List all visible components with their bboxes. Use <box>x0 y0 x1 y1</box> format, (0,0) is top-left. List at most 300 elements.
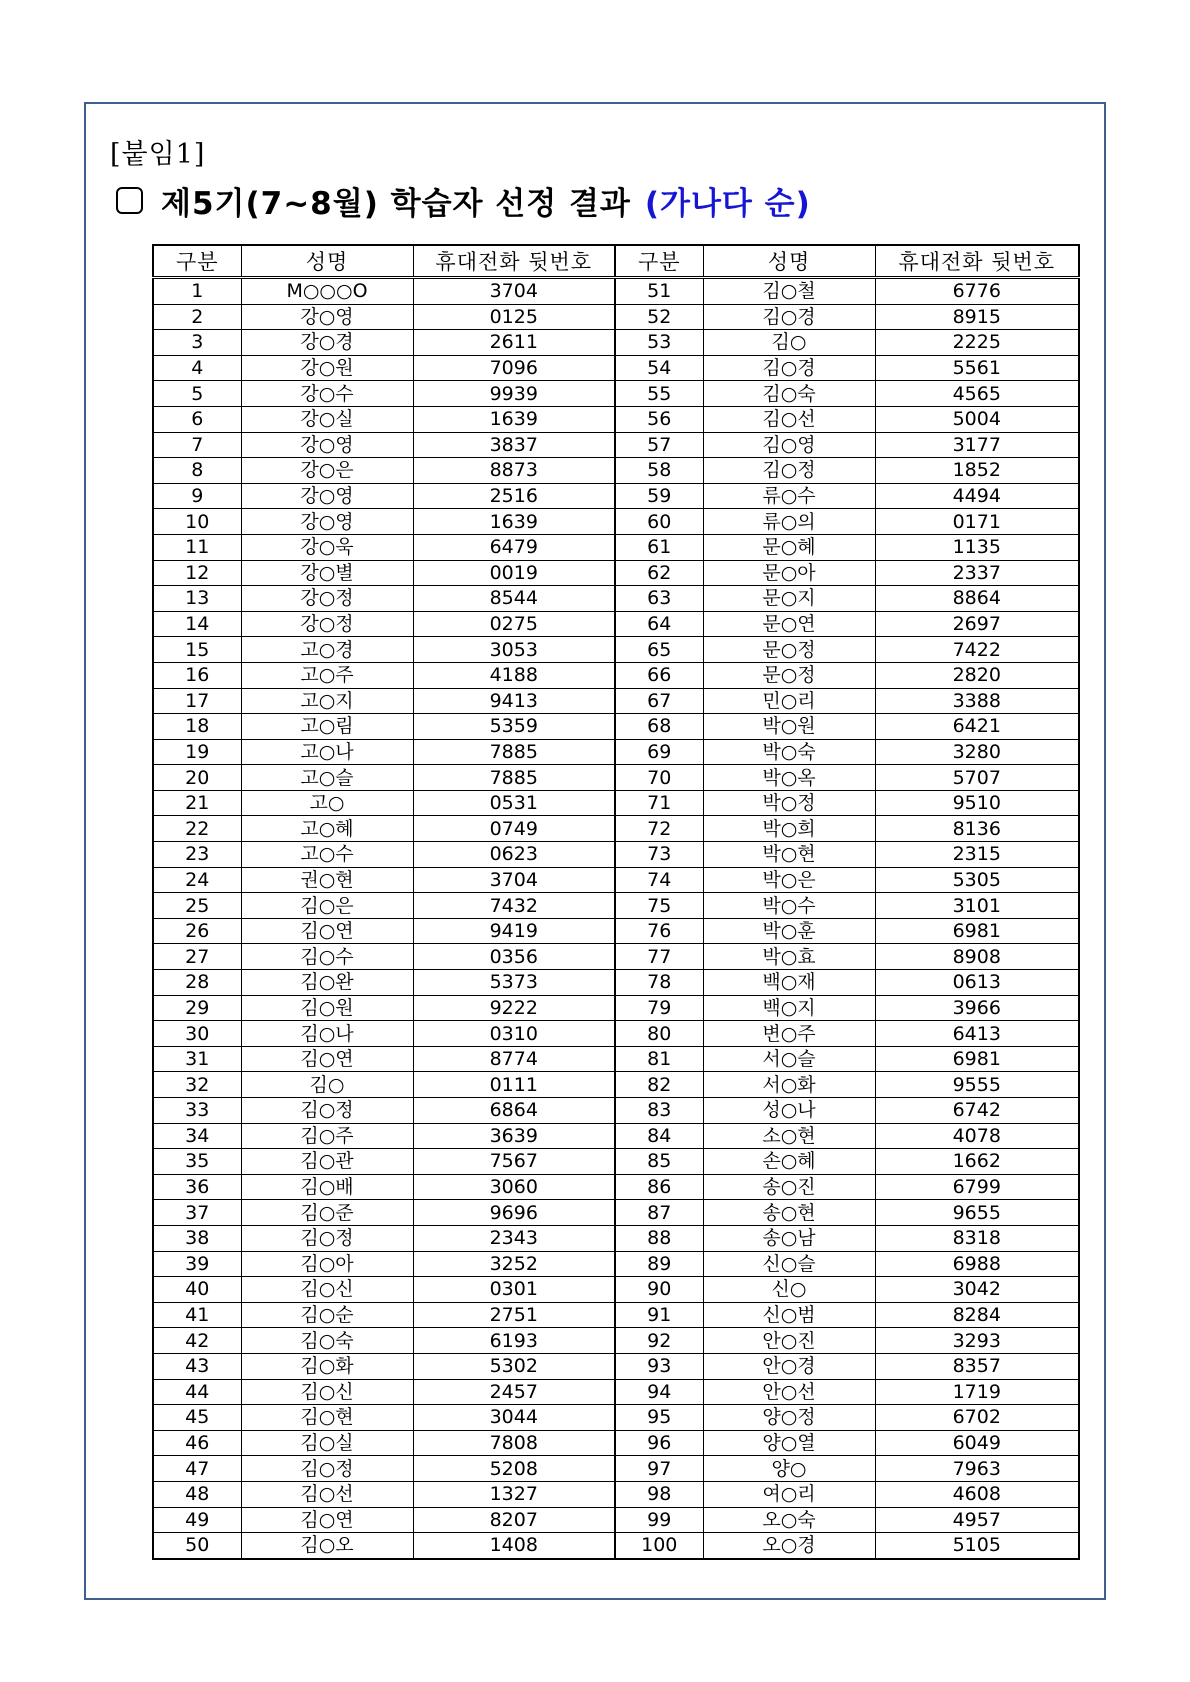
row-name-right: 소○현 <box>703 1123 875 1149</box>
row-no-left: 23 <box>153 842 241 868</box>
row-name-left: 고○수 <box>241 842 413 868</box>
row-no-left: 43 <box>153 1353 241 1379</box>
row-no-left: 25 <box>153 893 241 919</box>
table-row <box>153 867 1079 893</box>
row-phone-left: 8207 <box>413 1507 615 1533</box>
row-no-left: 46 <box>153 1430 241 1456</box>
row-name-right: 변○주 <box>703 1021 875 1047</box>
row-name-left: 강○영 <box>241 483 413 509</box>
row-no-right: 63 <box>615 586 703 612</box>
row-name-right: 김○숙 <box>703 381 875 407</box>
table-row <box>153 432 1079 458</box>
row-name-right: 박○숙 <box>703 739 875 765</box>
row-phone-left: 9222 <box>413 995 615 1021</box>
row-phone-left: 8774 <box>413 1046 615 1072</box>
row-phone-right: 5561 <box>875 355 1079 381</box>
row-no-left: 16 <box>153 662 241 688</box>
row-no-right: 57 <box>615 432 703 458</box>
row-phone-left: 3053 <box>413 637 615 663</box>
row-no-left: 40 <box>153 1277 241 1303</box>
row-phone-left: 6864 <box>413 1098 615 1124</box>
row-no-left: 41 <box>153 1302 241 1328</box>
table-row <box>153 688 1079 714</box>
row-phone-right: 4565 <box>875 381 1079 407</box>
page-title <box>112 178 811 222</box>
row-name-right: 박○현 <box>703 842 875 868</box>
row-phone-left: 3837 <box>413 432 615 458</box>
row-no-left: 37 <box>153 1200 241 1226</box>
row-phone-right: 3101 <box>875 893 1079 919</box>
row-name-right: 안○선 <box>703 1379 875 1405</box>
row-phone-left: 7808 <box>413 1430 615 1456</box>
row-phone-right: 2225 <box>875 330 1079 356</box>
table-row <box>153 1149 1079 1175</box>
table-row <box>153 1225 1079 1251</box>
row-no-left: 22 <box>153 816 241 842</box>
row-no-right: 94 <box>615 1379 703 1405</box>
row-name-right: 박○원 <box>703 714 875 740</box>
row-phone-right: 5004 <box>875 406 1079 432</box>
row-phone-left: 7432 <box>413 893 615 919</box>
row-phone-right: 3966 <box>875 995 1079 1021</box>
row-name-right: 신○슬 <box>703 1251 875 1277</box>
row-no-right: 54 <box>615 355 703 381</box>
row-phone-left: 4188 <box>413 662 615 688</box>
row-phone-left: 0111 <box>413 1072 615 1098</box>
row-no-left: 44 <box>153 1379 241 1405</box>
row-no-left: 21 <box>153 790 241 816</box>
row-phone-right: 6776 <box>875 278 1079 305</box>
header-phone-left: 휴대전화 뒷번호 <box>413 245 615 278</box>
row-no-left: 11 <box>153 534 241 560</box>
row-no-right: 51 <box>615 278 703 305</box>
row-phone-left: 3639 <box>413 1123 615 1149</box>
row-phone-left: 8873 <box>413 458 615 484</box>
table-row <box>153 1507 1079 1533</box>
row-phone-left: 2611 <box>413 330 615 356</box>
row-phone-right: 9655 <box>875 1200 1079 1226</box>
row-no-right: 85 <box>615 1149 703 1175</box>
row-no-left: 29 <box>153 995 241 1021</box>
row-no-left: 26 <box>153 918 241 944</box>
row-phone-right: 8357 <box>875 1353 1079 1379</box>
row-name-left: 강○정 <box>241 586 413 612</box>
row-name-left: 고○나 <box>241 739 413 765</box>
row-no-left: 45 <box>153 1405 241 1431</box>
row-phone-left: 0301 <box>413 1277 615 1303</box>
row-name-right: 백○지 <box>703 995 875 1021</box>
row-no-left: 15 <box>153 637 241 663</box>
table-row <box>153 1379 1079 1405</box>
row-no-left: 19 <box>153 739 241 765</box>
row-phone-left: 9939 <box>413 381 615 407</box>
row-phone-right: 6049 <box>875 1430 1079 1456</box>
table-row <box>153 330 1079 356</box>
row-no-left: 34 <box>153 1123 241 1149</box>
row-no-right: 62 <box>615 560 703 586</box>
table-row <box>153 1430 1079 1456</box>
table-row <box>153 739 1079 765</box>
row-name-left: 강○정 <box>241 611 413 637</box>
row-name-left: 강○원 <box>241 355 413 381</box>
row-phone-left: 3044 <box>413 1405 615 1431</box>
row-no-left: 12 <box>153 560 241 586</box>
row-name-left: 고○경 <box>241 637 413 663</box>
row-name-right: 박○희 <box>703 816 875 842</box>
header-no-left: 구분 <box>153 245 241 278</box>
row-phone-left: 2457 <box>413 1379 615 1405</box>
row-no-right: 59 <box>615 483 703 509</box>
table-row <box>153 1302 1079 1328</box>
row-no-right: 98 <box>615 1481 703 1507</box>
table-header-row <box>153 245 1079 278</box>
table-row <box>153 1533 1079 1559</box>
row-phone-right: 2337 <box>875 560 1079 586</box>
row-name-right: 박○효 <box>703 944 875 970</box>
row-phone-left: 5373 <box>413 970 615 996</box>
row-name-left: 김○연 <box>241 918 413 944</box>
table-row <box>153 278 1079 305</box>
row-phone-left: 0749 <box>413 816 615 842</box>
table-row <box>153 458 1079 484</box>
row-no-right: 67 <box>615 688 703 714</box>
row-name-right: 양○정 <box>703 1405 875 1431</box>
row-name-left: 강○실 <box>241 406 413 432</box>
row-phone-right: 3042 <box>875 1277 1079 1303</box>
table-row <box>153 560 1079 586</box>
row-name-left: 김○신 <box>241 1379 413 1405</box>
row-name-right: 김○경 <box>703 355 875 381</box>
row-name-left: 강○영 <box>241 509 413 535</box>
row-no-left: 33 <box>153 1098 241 1124</box>
row-no-right: 68 <box>615 714 703 740</box>
table-row <box>153 1481 1079 1507</box>
row-no-left: 50 <box>153 1533 241 1559</box>
row-no-right: 100 <box>615 1533 703 1559</box>
row-phone-right: 6981 <box>875 918 1079 944</box>
row-no-right: 64 <box>615 611 703 637</box>
row-name-right: 손○혜 <box>703 1149 875 1175</box>
row-name-right: 오○경 <box>703 1533 875 1559</box>
row-name-left: 김○관 <box>241 1149 413 1175</box>
row-name-right: 김○정 <box>703 458 875 484</box>
row-phone-right: 7963 <box>875 1456 1079 1482</box>
table-row <box>153 1405 1079 1431</box>
header-name-left: 성명 <box>241 245 413 278</box>
row-name-right: 오○숙 <box>703 1507 875 1533</box>
row-name-left: 김○배 <box>241 1174 413 1200</box>
row-phone-right: 8136 <box>875 816 1079 842</box>
row-phone-right: 0613 <box>875 970 1079 996</box>
row-phone-right: 6799 <box>875 1174 1079 1200</box>
row-name-right: 류○의 <box>703 509 875 535</box>
row-phone-left: 0019 <box>413 560 615 586</box>
row-phone-left: 5208 <box>413 1456 615 1482</box>
row-name-right: 박○수 <box>703 893 875 919</box>
row-no-right: 74 <box>615 867 703 893</box>
row-phone-right: 6702 <box>875 1405 1079 1431</box>
table-row <box>153 1456 1079 1482</box>
row-no-left: 42 <box>153 1328 241 1354</box>
table-row <box>153 1098 1079 1124</box>
row-name-left: 권○현 <box>241 867 413 893</box>
row-no-right: 95 <box>615 1405 703 1431</box>
row-no-right: 99 <box>615 1507 703 1533</box>
row-no-right: 75 <box>615 893 703 919</box>
row-phone-right: 8915 <box>875 304 1079 330</box>
row-phone-right: 8318 <box>875 1225 1079 1251</box>
row-name-right: 신○범 <box>703 1302 875 1328</box>
row-name-right: 김○영 <box>703 432 875 458</box>
row-no-right: 90 <box>615 1277 703 1303</box>
row-no-left: 1 <box>153 278 241 305</box>
row-no-left: 49 <box>153 1507 241 1533</box>
row-no-left: 8 <box>153 458 241 484</box>
row-phone-left: 0531 <box>413 790 615 816</box>
table-row <box>153 816 1079 842</box>
row-name-right: 안○경 <box>703 1353 875 1379</box>
row-name-left: 김○연 <box>241 1507 413 1533</box>
table-row <box>153 842 1079 868</box>
row-phone-left: 3252 <box>413 1251 615 1277</box>
selection-result-table <box>152 244 1080 1560</box>
row-no-right: 77 <box>615 944 703 970</box>
row-name-right: 박○은 <box>703 867 875 893</box>
row-name-right: 여○리 <box>703 1481 875 1507</box>
row-name-left: 김○ <box>241 1072 413 1098</box>
row-phone-right: 2697 <box>875 611 1079 637</box>
table-row <box>153 1123 1079 1149</box>
row-no-left: 30 <box>153 1021 241 1047</box>
row-phone-right: 4957 <box>875 1507 1079 1533</box>
table-row <box>153 1072 1079 1098</box>
row-phone-right: 1662 <box>875 1149 1079 1175</box>
row-no-right: 71 <box>615 790 703 816</box>
row-no-left: 14 <box>153 611 241 637</box>
row-name-left: 김○준 <box>241 1200 413 1226</box>
row-phone-right: 4078 <box>875 1123 1079 1149</box>
row-name-right: 김○철 <box>703 278 875 305</box>
row-name-left: 김○현 <box>241 1405 413 1431</box>
table-row <box>153 1251 1079 1277</box>
row-phone-left: 3704 <box>413 278 615 305</box>
attachment-label: [붙임1] <box>110 139 206 170</box>
row-phone-left: 6193 <box>413 1328 615 1354</box>
row-phone-left: 0623 <box>413 842 615 868</box>
row-no-right: 55 <box>615 381 703 407</box>
table-row <box>153 483 1079 509</box>
row-phone-left: 2751 <box>413 1302 615 1328</box>
table-row <box>153 586 1079 612</box>
row-phone-left: 1639 <box>413 509 615 535</box>
row-name-left: 김○실 <box>241 1430 413 1456</box>
table-row <box>153 1174 1079 1200</box>
row-name-right: 문○연 <box>703 611 875 637</box>
row-phone-right: 3293 <box>875 1328 1079 1354</box>
row-no-right: 78 <box>615 970 703 996</box>
row-name-right: 안○진 <box>703 1328 875 1354</box>
row-name-left: 강○경 <box>241 330 413 356</box>
row-name-right: 양○ <box>703 1456 875 1482</box>
row-name-left: 강○영 <box>241 432 413 458</box>
title-main: 제5기(7~8월) 학습자 선정 결과 <box>161 185 631 222</box>
row-name-left: 김○오 <box>241 1533 413 1559</box>
row-phone-right: 3177 <box>875 432 1079 458</box>
row-name-right: 류○수 <box>703 483 875 509</box>
row-phone-left: 7096 <box>413 355 615 381</box>
row-no-left: 4 <box>153 355 241 381</box>
row-name-left: 고○주 <box>241 662 413 688</box>
row-no-left: 31 <box>153 1046 241 1072</box>
row-no-left: 13 <box>153 586 241 612</box>
row-no-left: 36 <box>153 1174 241 1200</box>
row-phone-right: 1719 <box>875 1379 1079 1405</box>
row-phone-left: 5302 <box>413 1353 615 1379</box>
row-no-right: 60 <box>615 509 703 535</box>
row-no-left: 47 <box>153 1456 241 1482</box>
row-phone-left: 9419 <box>413 918 615 944</box>
row-no-right: 88 <box>615 1225 703 1251</box>
table-row <box>153 1353 1079 1379</box>
row-no-left: 6 <box>153 406 241 432</box>
table-row <box>153 355 1079 381</box>
row-phone-left: 9696 <box>413 1200 615 1226</box>
row-no-right: 81 <box>615 1046 703 1072</box>
row-name-left: 김○원 <box>241 995 413 1021</box>
row-name-right: 서○화 <box>703 1072 875 1098</box>
row-phone-right: 4608 <box>875 1481 1079 1507</box>
row-phone-right: 8908 <box>875 944 1079 970</box>
row-name-left: 강○별 <box>241 560 413 586</box>
row-no-left: 28 <box>153 970 241 996</box>
table-row <box>153 970 1079 996</box>
row-no-right: 83 <box>615 1098 703 1124</box>
row-phone-right: 5105 <box>875 1533 1079 1559</box>
table-row <box>153 637 1079 663</box>
row-no-right: 96 <box>615 1430 703 1456</box>
row-name-right: 성○나 <box>703 1098 875 1124</box>
title-sort-note: (가나다 순) <box>644 185 811 222</box>
row-name-right: 송○남 <box>703 1225 875 1251</box>
row-phone-right: 6421 <box>875 714 1079 740</box>
row-phone-left: 1327 <box>413 1481 615 1507</box>
table-row <box>153 944 1079 970</box>
table-row <box>153 662 1079 688</box>
row-phone-right: 6742 <box>875 1098 1079 1124</box>
table-row <box>153 790 1079 816</box>
row-name-left: M○○○O <box>241 278 413 305</box>
row-no-right: 80 <box>615 1021 703 1047</box>
row-phone-right: 2315 <box>875 842 1079 868</box>
row-no-right: 92 <box>615 1328 703 1354</box>
row-name-left: 김○아 <box>241 1251 413 1277</box>
row-no-right: 58 <box>615 458 703 484</box>
table-row <box>153 1046 1079 1072</box>
row-name-left: 김○신 <box>241 1277 413 1303</box>
row-name-right: 김○선 <box>703 406 875 432</box>
row-name-right: 박○훈 <box>703 918 875 944</box>
row-phone-left: 3060 <box>413 1174 615 1200</box>
row-phone-right: 6413 <box>875 1021 1079 1047</box>
row-name-left: 김○은 <box>241 893 413 919</box>
row-no-right: 56 <box>615 406 703 432</box>
row-no-left: 32 <box>153 1072 241 1098</box>
table-row <box>153 381 1079 407</box>
row-phone-right: 5707 <box>875 765 1079 791</box>
row-name-left: 강○영 <box>241 304 413 330</box>
row-phone-right: 4494 <box>875 483 1079 509</box>
row-name-left: 김○완 <box>241 970 413 996</box>
row-no-left: 2 <box>153 304 241 330</box>
header-phone-right: 휴대전화 뒷번호 <box>875 245 1079 278</box>
row-phone-left: 2516 <box>413 483 615 509</box>
row-phone-left: 5359 <box>413 714 615 740</box>
row-no-right: 91 <box>615 1302 703 1328</box>
row-no-left: 18 <box>153 714 241 740</box>
row-no-left: 20 <box>153 765 241 791</box>
row-name-left: 강○수 <box>241 381 413 407</box>
row-no-right: 84 <box>615 1123 703 1149</box>
row-phone-right: 9510 <box>875 790 1079 816</box>
row-phone-left: 1639 <box>413 406 615 432</box>
row-name-left: 김○순 <box>241 1302 413 1328</box>
row-phone-left: 7885 <box>413 765 615 791</box>
header-name-right: 성명 <box>703 245 875 278</box>
row-phone-right: 1852 <box>875 458 1079 484</box>
row-no-right: 61 <box>615 534 703 560</box>
row-phone-right: 3280 <box>875 739 1079 765</box>
row-phone-right: 5305 <box>875 867 1079 893</box>
row-name-left: 김○나 <box>241 1021 413 1047</box>
table-row <box>153 1200 1079 1226</box>
row-name-left: 김○숙 <box>241 1328 413 1354</box>
row-phone-left: 0310 <box>413 1021 615 1047</box>
row-phone-right: 6981 <box>875 1046 1079 1072</box>
table-row <box>153 995 1079 1021</box>
row-no-left: 35 <box>153 1149 241 1175</box>
row-name-left: 김○주 <box>241 1123 413 1149</box>
row-phone-right: 9555 <box>875 1072 1079 1098</box>
row-name-left: 김○정 <box>241 1098 413 1124</box>
row-name-left: 강○은 <box>241 458 413 484</box>
row-phone-left: 1408 <box>413 1533 615 1559</box>
row-no-right: 97 <box>615 1456 703 1482</box>
row-phone-right: 6988 <box>875 1251 1079 1277</box>
table-row <box>153 509 1079 535</box>
row-phone-left: 3704 <box>413 867 615 893</box>
row-phone-left: 0125 <box>413 304 615 330</box>
row-name-left: 김○연 <box>241 1046 413 1072</box>
row-no-right: 76 <box>615 918 703 944</box>
row-no-left: 9 <box>153 483 241 509</box>
row-name-right: 문○혜 <box>703 534 875 560</box>
row-name-right: 민○리 <box>703 688 875 714</box>
row-phone-left: 7567 <box>413 1149 615 1175</box>
row-name-right: 김○경 <box>703 304 875 330</box>
row-no-right: 70 <box>615 765 703 791</box>
row-phone-right: 8284 <box>875 1302 1079 1328</box>
row-name-right: 문○정 <box>703 662 875 688</box>
row-no-left: 38 <box>153 1225 241 1251</box>
row-no-left: 17 <box>153 688 241 714</box>
row-phone-right: 7422 <box>875 637 1079 663</box>
row-phone-left: 8544 <box>413 586 615 612</box>
row-name-right: 박○정 <box>703 790 875 816</box>
row-name-right: 문○지 <box>703 586 875 612</box>
row-name-left: 김○선 <box>241 1481 413 1507</box>
row-phone-right: 0171 <box>875 509 1079 535</box>
row-name-right: 송○진 <box>703 1174 875 1200</box>
